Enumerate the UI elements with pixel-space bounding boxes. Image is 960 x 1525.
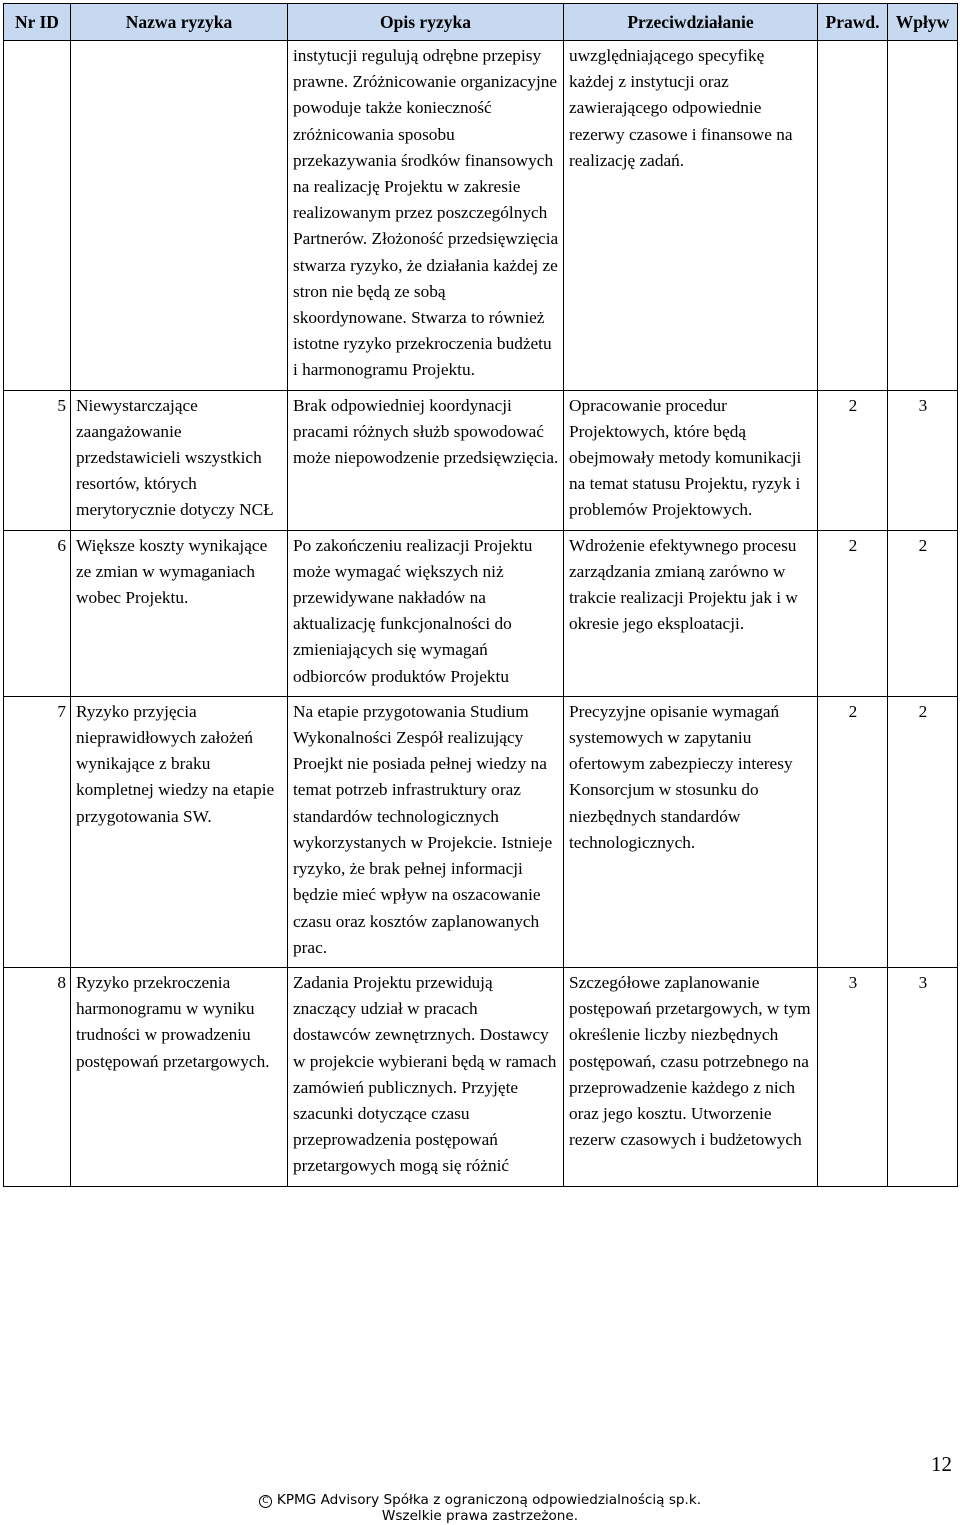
row-risk-name: Ryzyko przyjęcia nieprawidłowych założeń wynikające z braku kompletnej wiedzy na etapie przygotowania SW. — [71, 696, 288, 967]
row-countermeasure: Szczegółowe zaplanowanie postępowań przetargowych, w tym określenie liczby niezbędnych postępowań, czasu potrzebnego na przeprowadzenie każdego z nich oraz jego kosztu. Utworzenie rezerw czasowych i budżetowych — [564, 967, 818, 1186]
header-impact: Wpływ — [888, 4, 958, 41]
row-countermeasure: uwzględniającego specyfikę każdej z instytucji oraz zawierającego odpowiednie rezerwy czasowe i finansowe na realizację zadań. — [564, 41, 818, 391]
row-countermeasure: Precyzyjne opisanie wymagań systemowych w zapytaniu ofertowym zabezpieczy interesy Konsorcjum w stosunku do niezbędnych standardów technologicznych. — [564, 696, 818, 967]
row-risk-name — [71, 41, 288, 391]
risk-table — [3, 3, 958, 1187]
row-countermeasure: Wdrożenie efektywnego procesu zarządzania zmianą zarówno w trakcie realizacji Projektu jak i w okresie jego eksploatacji. — [564, 530, 818, 696]
table-row — [4, 41, 958, 391]
table-row — [4, 390, 958, 530]
row-impact: 3 — [888, 390, 958, 530]
row-risk-description: Brak odpowiedniej koordynacji pracami różnych służb spowodować może niepowodzenie przedsięwzięcia. — [288, 390, 564, 530]
table-row — [4, 530, 958, 696]
header-probability: Prawd. — [818, 4, 888, 41]
row-risk-description: Na etapie przygotowania Studium Wykonalności Zespół realizujący Proejkt nie posiada pełnej wiedzy na temat potrzeb infrastruktury oraz standardów technologicznych wykorzystanych w Projekcie. Istnieje ryzyko, że brak pełnej informacji będzie mieć wpływ na oszacowanie czasu oraz kosztów zaplanowanych prac. — [288, 696, 564, 967]
row-risk-description: Zadania Projektu przewidują znaczący udział w pracach dostawców zewnętrznych. Dostawcy w projekcie wybierani będą w ramach zamówień publicznych. Przyjęte szacunki dotyczące czasu przeprowadzenia postępowań przetargowych mogą się różnić — [288, 967, 564, 1186]
header-risk-name: Nazwa ryzyka — [71, 4, 288, 41]
row-probability — [818, 41, 888, 391]
row-risk-name: Większe koszty wynikające ze zmian w wymaganiach wobec Projektu. — [71, 530, 288, 696]
table-row — [4, 696, 958, 967]
row-probability: 2 — [818, 696, 888, 967]
rights-reserved: Wszelkie prawa zastrzeżone. — [381, 1508, 579, 1524]
row-nr — [4, 41, 71, 391]
copyright-icon: C — [259, 1495, 272, 1508]
header-countermeasure: Przeciwdziałanie — [564, 4, 818, 41]
row-impact: 2 — [888, 696, 958, 967]
row-probability: 2 — [818, 530, 888, 696]
row-nr: 6 — [4, 530, 71, 696]
header-risk-description: Opis ryzyka — [288, 4, 564, 41]
row-risk-name: Niewystarczające zaangażowanie przedstawicieli wszystkich resortów, których merytorycznie dotyczy NCŁ — [71, 390, 288, 530]
row-risk-name: Ryzyko przekroczenia harmonogramu w wyniku trudności w prowadzeniu postępowań przetargowych. — [71, 967, 288, 1186]
row-risk-description: Po zakończeniu realizacji Projektu może wymagać większych niż przewidywane nakładów na aktualizację funkcjonalności do zmieniających się wymagań odbiorców produktów Projektu — [288, 530, 564, 696]
row-probability: 2 — [818, 390, 888, 530]
row-nr: 7 — [4, 696, 71, 967]
header-nr-id: Nr ID — [4, 4, 71, 41]
table-header-row — [4, 4, 958, 41]
copyright-text: KPMG Advisory Spółka z ograniczoną odpowiedzialnością sp.k. — [276, 1492, 702, 1508]
row-impact: 3 — [888, 967, 958, 1186]
row-risk-description: instytucji regulują odrębne przepisy prawne. Zróżnicowanie organizacyjne powoduje także konieczność zróżnicowania sposobu przekazywania środków finansowych na realizację Projektu w zakresie realizowanym przez poszczególnych Partnerów. Złożoność przedsięwzięcia stwarza ryzyko, że działania każdej ze stron nie będą ze sobą skoordynowane. Stwarza to również istotne ryzyko przekroczenia budżetu i harmonogramu Projektu. — [288, 41, 564, 391]
page-number: 12 — [931, 1452, 952, 1476]
row-impact — [888, 41, 958, 391]
row-impact: 2 — [888, 530, 958, 696]
row-countermeasure: Opracowanie procedur Projektowych, które będą obejmowały metody komunikacji na temat statusu Projektu, ryzyk i problemów Projektowych. — [564, 390, 818, 530]
row-probability: 3 — [818, 967, 888, 1186]
table-row — [4, 967, 958, 1186]
row-nr: 8 — [4, 967, 71, 1186]
copyright-line — [0, 1491, 960, 1509]
row-nr: 5 — [4, 390, 71, 530]
